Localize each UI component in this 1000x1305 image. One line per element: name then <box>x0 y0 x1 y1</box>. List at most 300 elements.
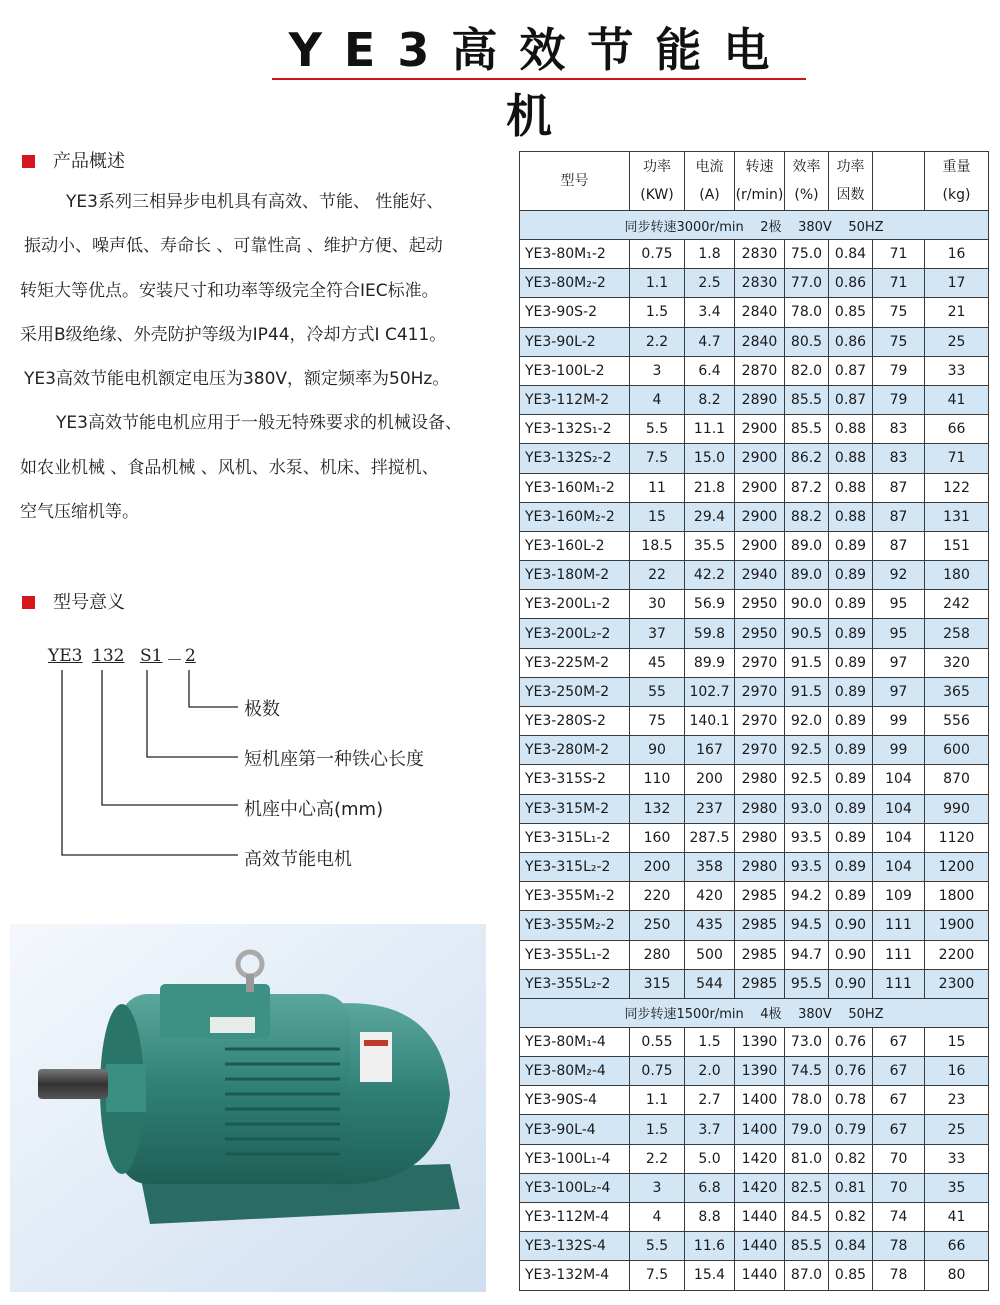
table-cell: 500 <box>685 940 735 969</box>
table-cell: 81.0 <box>785 1144 829 1173</box>
table-row <box>520 969 989 998</box>
table-cell: 1.5 <box>630 298 685 327</box>
table-cell: 37 <box>630 619 685 648</box>
table-cell: 104 <box>873 823 925 852</box>
table-cell: 0.81 <box>829 1173 873 1202</box>
table-cell: 1.8 <box>685 240 735 269</box>
table-cell: 111 <box>873 911 925 940</box>
table-row <box>520 1027 989 1056</box>
table-cell: YE3-112M-4 <box>520 1203 630 1232</box>
table-cell: YE3-315L₁-2 <box>520 823 630 852</box>
table-cell: 3.4 <box>685 298 735 327</box>
table-cell: 33 <box>925 356 989 385</box>
table-cell: 0.86 <box>829 327 873 356</box>
table-cell: 82.0 <box>785 356 829 385</box>
table-cell: 102.7 <box>685 677 735 706</box>
table-cell: 70 <box>873 1144 925 1173</box>
table-cell: 131 <box>925 502 989 531</box>
table-row <box>520 619 989 648</box>
table-row <box>520 415 989 444</box>
model-code-height: 132 <box>92 646 125 666</box>
table-cell: 78.0 <box>785 298 829 327</box>
table-header-row <box>520 152 989 211</box>
table-cell: 250 <box>630 911 685 940</box>
table-cell: 0.89 <box>829 561 873 590</box>
table-cell: 41 <box>925 1203 989 1232</box>
table-cell: 88.2 <box>785 502 829 531</box>
overview-line: 振动小、噪声低、寿命长 、可靠性高 、维护方便、起动 <box>24 236 443 257</box>
table-cell: 1390 <box>735 1057 785 1086</box>
table-cell: 2840 <box>735 327 785 356</box>
table-cell: YE3-100L₁-4 <box>520 1144 630 1173</box>
table-cell: 66 <box>925 1232 989 1261</box>
table-cell: YE3-90S-2 <box>520 298 630 327</box>
table-cell: 25 <box>925 327 989 356</box>
table-cell: 75 <box>630 707 685 736</box>
table-cell: 85.5 <box>785 1232 829 1261</box>
table-cell: 2980 <box>735 823 785 852</box>
table-cell: 200 <box>685 765 735 794</box>
table-cell: 0.87 <box>829 385 873 414</box>
table-cell: 16 <box>925 1057 989 1086</box>
table-cell: 2900 <box>735 415 785 444</box>
overview-line: 采用B级绝缘、外壳防护等级为IP44，冷却方式I C411。 <box>20 324 447 345</box>
table-cell: YE3-100L₂-4 <box>520 1173 630 1202</box>
table-cell: YE3-160M₂-2 <box>520 502 630 531</box>
table-cell: 1.5 <box>630 1115 685 1144</box>
spec-table <box>519 151 989 1291</box>
table-cell: 1400 <box>735 1086 785 1115</box>
table-cell: 0.84 <box>829 1232 873 1261</box>
table-cell: 89.0 <box>785 531 829 560</box>
table-row <box>520 269 989 298</box>
table-row <box>520 444 989 473</box>
table-cell: 35 <box>925 1173 989 1202</box>
table-cell: 3 <box>630 1173 685 1202</box>
table-cell: 870 <box>925 765 989 794</box>
table-cell: 2.7 <box>685 1086 735 1115</box>
table-cell: 1.1 <box>630 1086 685 1115</box>
table-cell: 92.5 <box>785 736 829 765</box>
table-cell: 83 <box>873 444 925 473</box>
table-cell: 93.5 <box>785 823 829 852</box>
table-cell: YE3-355L₁-2 <box>520 940 630 969</box>
table-row <box>520 1261 989 1290</box>
table-cell: 71 <box>925 444 989 473</box>
table-cell: 104 <box>873 765 925 794</box>
table-cell: YE3-90L-2 <box>520 327 630 356</box>
table-cell: 0.75 <box>630 240 685 269</box>
table-row <box>520 1057 989 1086</box>
overview-line: YE3高效节能电机应用于一般无特殊要求的机械设备、 <box>56 413 462 434</box>
table-cell: YE3-80M₁-2 <box>520 240 630 269</box>
table-cell: 2970 <box>735 677 785 706</box>
table-cell: 132 <box>630 794 685 823</box>
table-cell: 21.8 <box>685 473 735 502</box>
table-cell: 2870 <box>735 356 785 385</box>
table-cell: 11 <box>630 473 685 502</box>
table-cell: 33 <box>925 1144 989 1173</box>
table-cell: 140.1 <box>685 707 735 736</box>
table-cell: 42.2 <box>685 561 735 590</box>
table-cell: YE3-355M₁-2 <box>520 882 630 911</box>
table-cell: 8.8 <box>685 1203 735 1232</box>
table-cell: 2900 <box>735 502 785 531</box>
table-cell: 78 <box>873 1232 925 1261</box>
table-cell: YE3-315S-2 <box>520 765 630 794</box>
legend-poles: 极数 <box>244 699 280 720</box>
table-cell: YE3-200L₂-2 <box>520 619 630 648</box>
table-cell: 79 <box>873 356 925 385</box>
table-cell: 2.2 <box>630 1144 685 1173</box>
table-cell: 111 <box>873 940 925 969</box>
table-cell: YE3-180M-2 <box>520 561 630 590</box>
table-cell: 21 <box>925 298 989 327</box>
table-cell: 87.2 <box>785 473 829 502</box>
header-speed: 转速 (r/min) <box>735 152 785 211</box>
table-cell: 0.88 <box>829 473 873 502</box>
table-cell: 242 <box>925 590 989 619</box>
group-label: 同步转速1500r/min 4极 380V 50HZ <box>520 998 989 1027</box>
table-cell: 22 <box>630 561 685 590</box>
table-row <box>520 561 989 590</box>
table-cell: 59.8 <box>685 619 735 648</box>
table-cell: 45 <box>630 648 685 677</box>
table-cell: YE3-132S₁-2 <box>520 415 630 444</box>
overview-line: YE3高效节能电机额定电压为380V，额定频率为50Hz。 <box>24 369 450 390</box>
table-cell: 66 <box>925 415 989 444</box>
overview-line: 如农业机械 、食品机械 、风机、水泵、机床、拌搅机、 <box>20 457 439 478</box>
table-cell: YE3-112M-2 <box>520 385 630 414</box>
table-cell: 0.89 <box>829 736 873 765</box>
table-cell: 97 <box>873 648 925 677</box>
table-cell: 1390 <box>735 1027 785 1056</box>
table-cell: 0.86 <box>829 269 873 298</box>
table-cell: 18.5 <box>630 531 685 560</box>
table-cell: 315 <box>630 969 685 998</box>
table-cell: 70 <box>873 1173 925 1202</box>
table-cell: 237 <box>685 794 735 823</box>
table-cell: 2200 <box>925 940 989 969</box>
table-row <box>520 590 989 619</box>
table-cell: 94.5 <box>785 911 829 940</box>
table-cell: 15 <box>630 502 685 531</box>
table-cell: 0.89 <box>829 677 873 706</box>
table-cell: 0.55 <box>630 1027 685 1056</box>
table-cell: 2970 <box>735 707 785 736</box>
model-code-poles: 2 <box>185 646 196 666</box>
table-cell: 0.79 <box>829 1115 873 1144</box>
table-group-row <box>520 211 989 240</box>
table-cell: YE3-132M-4 <box>520 1261 630 1290</box>
table-cell: 109 <box>873 882 925 911</box>
table-cell: 80 <box>925 1261 989 1290</box>
table-cell: 435 <box>685 911 735 940</box>
table-cell: 2.0 <box>685 1057 735 1086</box>
table-cell: 8.2 <box>685 385 735 414</box>
table-cell: 600 <box>925 736 989 765</box>
header-current: 电流 (A) <box>685 152 735 211</box>
table-cell: 2970 <box>735 648 785 677</box>
table-cell: 5.5 <box>630 1232 685 1261</box>
table-row <box>520 1203 989 1232</box>
table-cell: 87 <box>873 531 925 560</box>
table-cell: 90 <box>630 736 685 765</box>
table-cell: 2.5 <box>685 269 735 298</box>
table-cell: 365 <box>925 677 989 706</box>
table-row <box>520 823 989 852</box>
table-cell: 0.89 <box>829 531 873 560</box>
table-cell: 2.2 <box>630 327 685 356</box>
table-cell: 94.7 <box>785 940 829 969</box>
header-power: 功率 (KW) <box>630 152 685 211</box>
table-cell: 95.5 <box>785 969 829 998</box>
table-cell: 97 <box>873 677 925 706</box>
table-cell: 0.89 <box>829 823 873 852</box>
table-row <box>520 1144 989 1173</box>
table-cell: 2980 <box>735 852 785 881</box>
table-cell: 1440 <box>735 1261 785 1290</box>
table-cell: 79.0 <box>785 1115 829 1144</box>
table-cell: 95 <box>873 590 925 619</box>
table-row <box>520 356 989 385</box>
table-row <box>520 707 989 736</box>
table-cell: 75.0 <box>785 240 829 269</box>
table-cell: 1.1 <box>630 269 685 298</box>
table-row <box>520 298 989 327</box>
table-cell: YE3-355M₂-2 <box>520 911 630 940</box>
table-cell: 420 <box>685 882 735 911</box>
table-row <box>520 677 989 706</box>
table-cell: 75 <box>873 298 925 327</box>
table-cell: 5.5 <box>630 415 685 444</box>
page-title: YE3高效节能电机 <box>288 23 792 143</box>
table-cell: 0.90 <box>829 911 873 940</box>
table-cell: 0.87 <box>829 356 873 385</box>
table-cell: 17 <box>925 269 989 298</box>
table-cell: 2900 <box>735 531 785 560</box>
table-cell: 0.78 <box>829 1086 873 1115</box>
table-row <box>520 1086 989 1115</box>
table-cell: 2300 <box>925 969 989 998</box>
table-cell: YE3-80M₂-2 <box>520 269 630 298</box>
table-row <box>520 765 989 794</box>
table-cell: 25 <box>925 1115 989 1144</box>
table-cell: 29.4 <box>685 502 735 531</box>
table-cell: 2830 <box>735 269 785 298</box>
table-cell: 2940 <box>735 561 785 590</box>
table-cell: YE3-250M-2 <box>520 677 630 706</box>
table-cell: 1900 <box>925 911 989 940</box>
table-cell: 87.0 <box>785 1261 829 1290</box>
table-row <box>520 794 989 823</box>
table-row <box>520 240 989 269</box>
table-cell: 23 <box>925 1086 989 1115</box>
table-cell: 0.88 <box>829 502 873 531</box>
table-cell: YE3-160M₁-2 <box>520 473 630 502</box>
table-cell: YE3-90S-4 <box>520 1086 630 1115</box>
overview-line: YE3系列三相异步电机具有高效、节能、 性能好、 <box>66 192 444 212</box>
table-cell: 2980 <box>735 794 785 823</box>
table-cell: YE3-90L-4 <box>520 1115 630 1144</box>
table-cell: 104 <box>873 852 925 881</box>
table-cell: 90.0 <box>785 590 829 619</box>
table-cell: 0.82 <box>829 1203 873 1232</box>
table-cell: 180 <box>925 561 989 590</box>
table-cell: 2950 <box>735 590 785 619</box>
table-cell: 71 <box>873 269 925 298</box>
table-cell: 0.89 <box>829 852 873 881</box>
table-cell: 160 <box>630 823 685 852</box>
table-cell: YE3-225M-2 <box>520 648 630 677</box>
table-cell: 1400 <box>735 1115 785 1144</box>
table-cell: 2950 <box>735 619 785 648</box>
table-cell: 85.5 <box>785 415 829 444</box>
table-row <box>520 911 989 940</box>
model-code-dash: － <box>166 651 183 671</box>
table-row <box>520 736 989 765</box>
model-meaning-heading-text: 型号意义 <box>53 592 125 613</box>
model-code-series: YE3 <box>48 646 83 666</box>
table-cell: 0.89 <box>829 882 873 911</box>
table-cell: 91.5 <box>785 677 829 706</box>
table-cell: 320 <box>925 648 989 677</box>
table-row <box>520 327 989 356</box>
table-cell: 15 <box>925 1027 989 1056</box>
table-row <box>520 473 989 502</box>
legend-series: 高效节能电机 <box>244 849 352 870</box>
table-cell: 1120 <box>925 823 989 852</box>
table-cell: 82.5 <box>785 1173 829 1202</box>
table-cell: 3 <box>630 356 685 385</box>
table-cell: 0.85 <box>829 1261 873 1290</box>
table-cell: 83 <box>873 415 925 444</box>
table-cell: 2830 <box>735 240 785 269</box>
table-cell: 0.75 <box>630 1057 685 1086</box>
group-label: 同步转速3000r/min 2极 380V 50HZ <box>520 211 989 240</box>
table-cell: 93.5 <box>785 852 829 881</box>
table-cell: 67 <box>873 1027 925 1056</box>
table-cell: 990 <box>925 794 989 823</box>
header-weight: 重量 (kg) <box>925 152 989 211</box>
model-code-length: S1 <box>140 646 163 666</box>
table-row <box>520 502 989 531</box>
table-cell: 0.89 <box>829 765 873 794</box>
table-cell: 0.89 <box>829 590 873 619</box>
table-cell: 0.90 <box>829 969 873 998</box>
table-cell: 2890 <box>735 385 785 414</box>
table-cell: 2985 <box>735 882 785 911</box>
table-cell: 15.4 <box>685 1261 735 1290</box>
table-cell: 1800 <box>925 882 989 911</box>
table-cell: YE3-100L-2 <box>520 356 630 385</box>
table-cell: 3.7 <box>685 1115 735 1144</box>
table-cell: 358 <box>685 852 735 881</box>
table-row <box>520 385 989 414</box>
overview-heading-text: 产品概述 <box>53 151 125 172</box>
table-cell: 7.5 <box>630 444 685 473</box>
table-cell: 74.5 <box>785 1057 829 1086</box>
table-cell: YE3-80M₂-4 <box>520 1057 630 1086</box>
table-cell: 4.7 <box>685 327 735 356</box>
table-cell: 2985 <box>735 911 785 940</box>
table-cell: 2970 <box>735 736 785 765</box>
table-cell: 89.9 <box>685 648 735 677</box>
table-cell: 0.88 <box>829 415 873 444</box>
table-cell: 90.5 <box>785 619 829 648</box>
table-cell: 1420 <box>735 1173 785 1202</box>
table-cell: 78 <box>873 1261 925 1290</box>
table-cell: 1440 <box>735 1232 785 1261</box>
table-cell: 77.0 <box>785 269 829 298</box>
table-cell: 89.0 <box>785 561 829 590</box>
header-power-factor: 功率 因数 <box>829 152 873 211</box>
table-cell: 75 <box>873 327 925 356</box>
table-cell: 2985 <box>735 969 785 998</box>
table-cell: 92.0 <box>785 707 829 736</box>
table-cell: YE3-80M₁-4 <box>520 1027 630 1056</box>
table-cell: 95 <box>873 619 925 648</box>
table-cell: 111 <box>873 969 925 998</box>
table-cell: 1440 <box>735 1203 785 1232</box>
table-cell: 87 <box>873 473 925 502</box>
table-cell: 0.76 <box>829 1027 873 1056</box>
table-cell: 7.5 <box>630 1261 685 1290</box>
table-cell: 1420 <box>735 1144 785 1173</box>
table-cell: 220 <box>630 882 685 911</box>
table-cell: 6.8 <box>685 1173 735 1202</box>
table-cell: 4 <box>630 385 685 414</box>
table-cell: 2980 <box>735 765 785 794</box>
table-cell: YE3-132S₂-2 <box>520 444 630 473</box>
table-cell: YE3-315L₂-2 <box>520 852 630 881</box>
table-group-row <box>520 998 989 1027</box>
table-cell: 258 <box>925 619 989 648</box>
table-cell: 93.0 <box>785 794 829 823</box>
table-cell: 0.88 <box>829 444 873 473</box>
table-cell: 86.2 <box>785 444 829 473</box>
table-cell: 84.5 <box>785 1203 829 1232</box>
table-cell: 74 <box>873 1203 925 1232</box>
table-cell: 55 <box>630 677 685 706</box>
table-cell: 2900 <box>735 473 785 502</box>
motor-photo <box>10 924 486 1292</box>
table-cell: 167 <box>685 736 735 765</box>
table-cell: 544 <box>685 969 735 998</box>
table-cell: 35.5 <box>685 531 735 560</box>
table-cell: 67 <box>873 1086 925 1115</box>
table-cell: 104 <box>873 794 925 823</box>
table-row <box>520 648 989 677</box>
overview-line: 空气压缩机等。 <box>20 502 139 523</box>
table-cell: 92.5 <box>785 765 829 794</box>
table-cell: 87 <box>873 502 925 531</box>
table-cell: 0.85 <box>829 298 873 327</box>
table-cell: 67 <box>873 1115 925 1144</box>
table-row <box>520 882 989 911</box>
table-row <box>520 940 989 969</box>
table-row <box>520 1173 989 1202</box>
table-cell: 80.5 <box>785 327 829 356</box>
table-cell: 67 <box>873 1057 925 1086</box>
header-blank <box>873 152 925 211</box>
table-cell: 99 <box>873 736 925 765</box>
table-cell: 0.76 <box>829 1057 873 1086</box>
table-cell: 16 <box>925 240 989 269</box>
table-cell: 0.89 <box>829 619 873 648</box>
table-cell: 79 <box>873 385 925 414</box>
table-cell: YE3-355L₂-2 <box>520 969 630 998</box>
